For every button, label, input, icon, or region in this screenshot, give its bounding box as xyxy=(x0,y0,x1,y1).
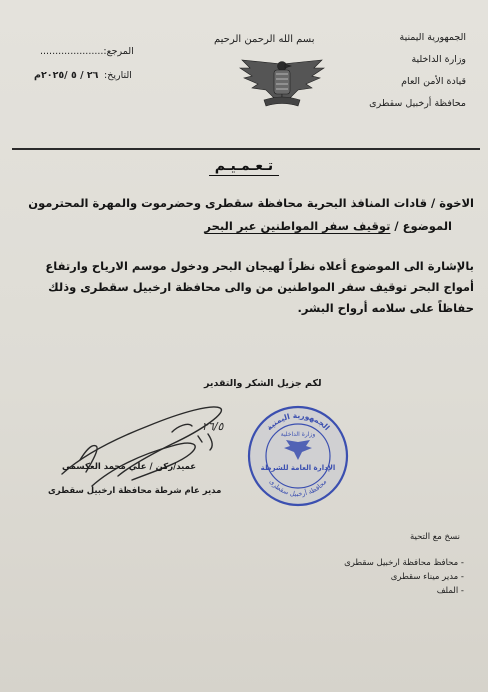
document-title xyxy=(0,158,488,174)
paragraph-line-3: حفاظاً على سلامه أرواح البشر. xyxy=(297,301,474,315)
date-value: ٢٦ / ٥ /٢٠٢٥م xyxy=(34,70,99,81)
stamp-middle-text: الإدارة العامة للشرطة xyxy=(260,464,336,472)
handwritten-signature xyxy=(52,396,242,500)
cc-label: نسخ مع التحية xyxy=(409,532,460,542)
handwritten-date: ٢٦/٥ xyxy=(202,420,224,433)
addressee-line: الاخوة / قادات المنافذ البحرية محافظة سقطرى وحضرموت والمهرة المحترمون xyxy=(28,196,474,210)
command-name: قيادة الأمن العام xyxy=(401,76,466,87)
ministry-name: وزارة الداخلية xyxy=(411,54,466,65)
closing-line: لكم جزيل الشكر والتقدير xyxy=(204,378,322,389)
document-title-text: تـعـمـيـم xyxy=(209,158,279,176)
official-stamp xyxy=(246,404,350,508)
stamp-bottom-text: محافظة أرخبيل سقطرى xyxy=(267,477,329,499)
paragraph-line-1: بالإشارة الى الموضوع أعلاه نظراً لهيجان البحر ودخول موسم الارياح وارتفاع xyxy=(45,259,474,273)
yemen-eagle-emblem-icon xyxy=(236,54,328,112)
signatory-name: عميد/ركن / علي محمد العكسمي xyxy=(62,462,197,472)
date-label: التاريخ: xyxy=(104,70,132,81)
reference-label: المرجع:..................... xyxy=(40,46,134,57)
cc-list xyxy=(344,558,464,600)
paragraph-line-2: أمواج البحر توقيف سفر المواطنين من والى محافظة ارخبيل سقطرى وذلك xyxy=(48,280,474,294)
signatory-title: مدير عام شرطة محافظة ارخبيل سقطرى xyxy=(48,486,222,496)
cc-item: - الملف xyxy=(344,586,464,596)
country-name: الجمهورية اليمنية xyxy=(399,32,466,43)
subject-line xyxy=(204,219,452,233)
subject-prefix: الموضوع / xyxy=(390,219,452,233)
basmala: بسم الله الرحمن الرحيم xyxy=(214,34,315,45)
header-divider xyxy=(12,148,480,150)
stamp-top-text: الجمهورية اليمنية xyxy=(264,410,332,433)
cc-item: - مدير ميناء سقطرى xyxy=(344,572,464,582)
subject-text: توقيف سفر المواطنين عبر البحر xyxy=(204,219,391,233)
stamp-ministry-text: وزارة الداخلية xyxy=(280,431,316,438)
governorate-name: محافظة أرخبيل سقطرى xyxy=(369,98,466,109)
cc-item: - محافظ محافظة ارخبيل سقطرى xyxy=(344,558,464,568)
